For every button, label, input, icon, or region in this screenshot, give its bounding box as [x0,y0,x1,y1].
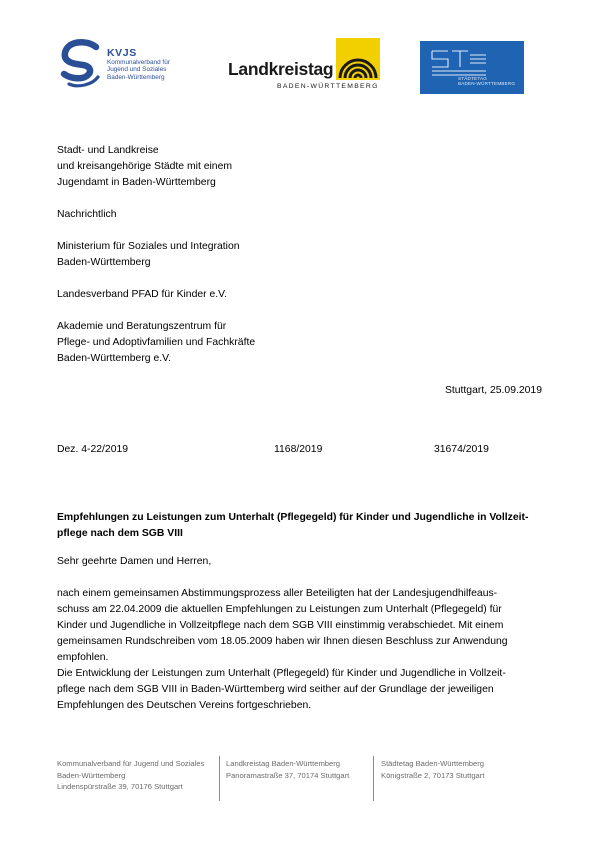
staedtetag-logo [420,41,524,94]
landkreistag-sun-icon [336,38,380,80]
kvjs-line-1: Kommunalverband für [107,59,170,66]
letter-body [57,586,508,714]
footer-kvjs-address [57,758,204,793]
kvjs-line-2: Jugend und Soziales [107,66,167,74]
footer-landkreistag-address [226,758,349,781]
landkreistag-name: Landkreistag [228,59,334,79]
cc-label: Nachrichtlich [57,209,117,220]
body-line: schuss am 22.04.2009 die aktuellen Empfehlungen zu Leistungen zum Unterhalt (Pflegegeld) für [57,604,502,615]
recipient-line: Jugendamt in Baden-Württemberg [57,177,216,188]
footer-divider [373,756,374,801]
recipient-line: Stadt- und Landkreise [57,145,159,156]
footer-staedtetag-address [381,758,484,781]
kvjs-name: KVJS [107,47,137,59]
footer-divider [219,756,220,801]
footer-line: Königstraße 2, 70173 Stuttgart [381,770,485,780]
kvjs-logo [56,38,216,90]
letter-subject [57,510,541,542]
body-line: Die Entwicklung der Leistungen zum Unterhalt (Pflegegeld) für Kinder und Jugendliche in Vollzeit- [57,668,506,679]
body-line: Empfehlungen des Deutschen Vereins fortgeschrieben. [57,700,312,711]
salutation: Sehr geehrte Damen und Herren, [57,556,212,567]
reference-number: 1168/2019 [274,444,323,455]
body-line: empfohlen. [57,652,109,663]
body-line: pflege nach dem SGB VIII in Baden-Württemberg wird seither auf der Grundlage der jeweiligen [57,684,494,695]
recipient-line: Ministerium für Soziales und Integration [57,241,240,252]
body-line: Kinder und Jugendliche in Vollzeitpflege nach dem SGB VIII einstimmig verabschiedet. Mit einem [57,620,504,631]
letter-date: Stuttgart, 25.09.2019 [444,385,542,396]
landkreistag-logo [228,38,380,94]
footer-line: Landkreistag Baden-Württemberg [226,759,340,768]
staedtetag-line-1: STÄDTETAG [458,76,488,81]
staedtetag-line-2: BADEN-WÜRTTEMBERG [458,81,516,86]
recipient-line: Baden-Württemberg [57,257,151,268]
recipient-line: Baden-Württemberg e.V. [57,353,171,364]
subject-line: Empfehlungen zu Leistungen zum Unterhalt (Pflegegeld) für Kinder und Jugendliche in Vollzeit- [57,512,529,523]
body-line: nach einem gemeinsamen Abstimmungsprozess aller Beteiligten hat der Landesjugendhilfeaus- [57,588,498,599]
recipient-line: Pflege- und Adoptivfamilien und Fachkräfte [57,337,256,348]
recipient-address [57,143,255,367]
body-line: gemeinsamen Rundschreiben vom 18.05.2009 haben wir Ihnen diesen Beschluss zur Anwendung [57,636,508,647]
recipient-line: und kreisangehörige Städte mit einem [57,161,233,172]
kvjs-emblem-icon [56,38,102,88]
subject-line: pflege nach dem SGB VIII [57,528,183,539]
kvjs-line-3: Baden-Württemberg [107,73,165,81]
footer-line: Lindenspürstraße 39, 70176 Stuttgart [57,782,183,791]
recipient-line: Landesverband PFAD für Kinder e.V. [57,289,228,300]
footer-line: Panoramastraße 37, 70174 Stuttgart [226,770,350,780]
footer-line: Kommunalverband für Jugend und Soziales [57,759,205,768]
landkreistag-subtitle: BADEN-WÜRTTEMBERG [277,83,379,90]
reference-number: 31674/2019 [434,444,489,455]
footer-line: Städtetag Baden-Württemberg [381,759,484,768]
recipient-line: Akademie und Beratungszentrum für [57,321,227,332]
reference-number: Dez. 4-22/2019 [57,444,129,455]
footer-line: Baden-Württemberg [57,770,126,780]
